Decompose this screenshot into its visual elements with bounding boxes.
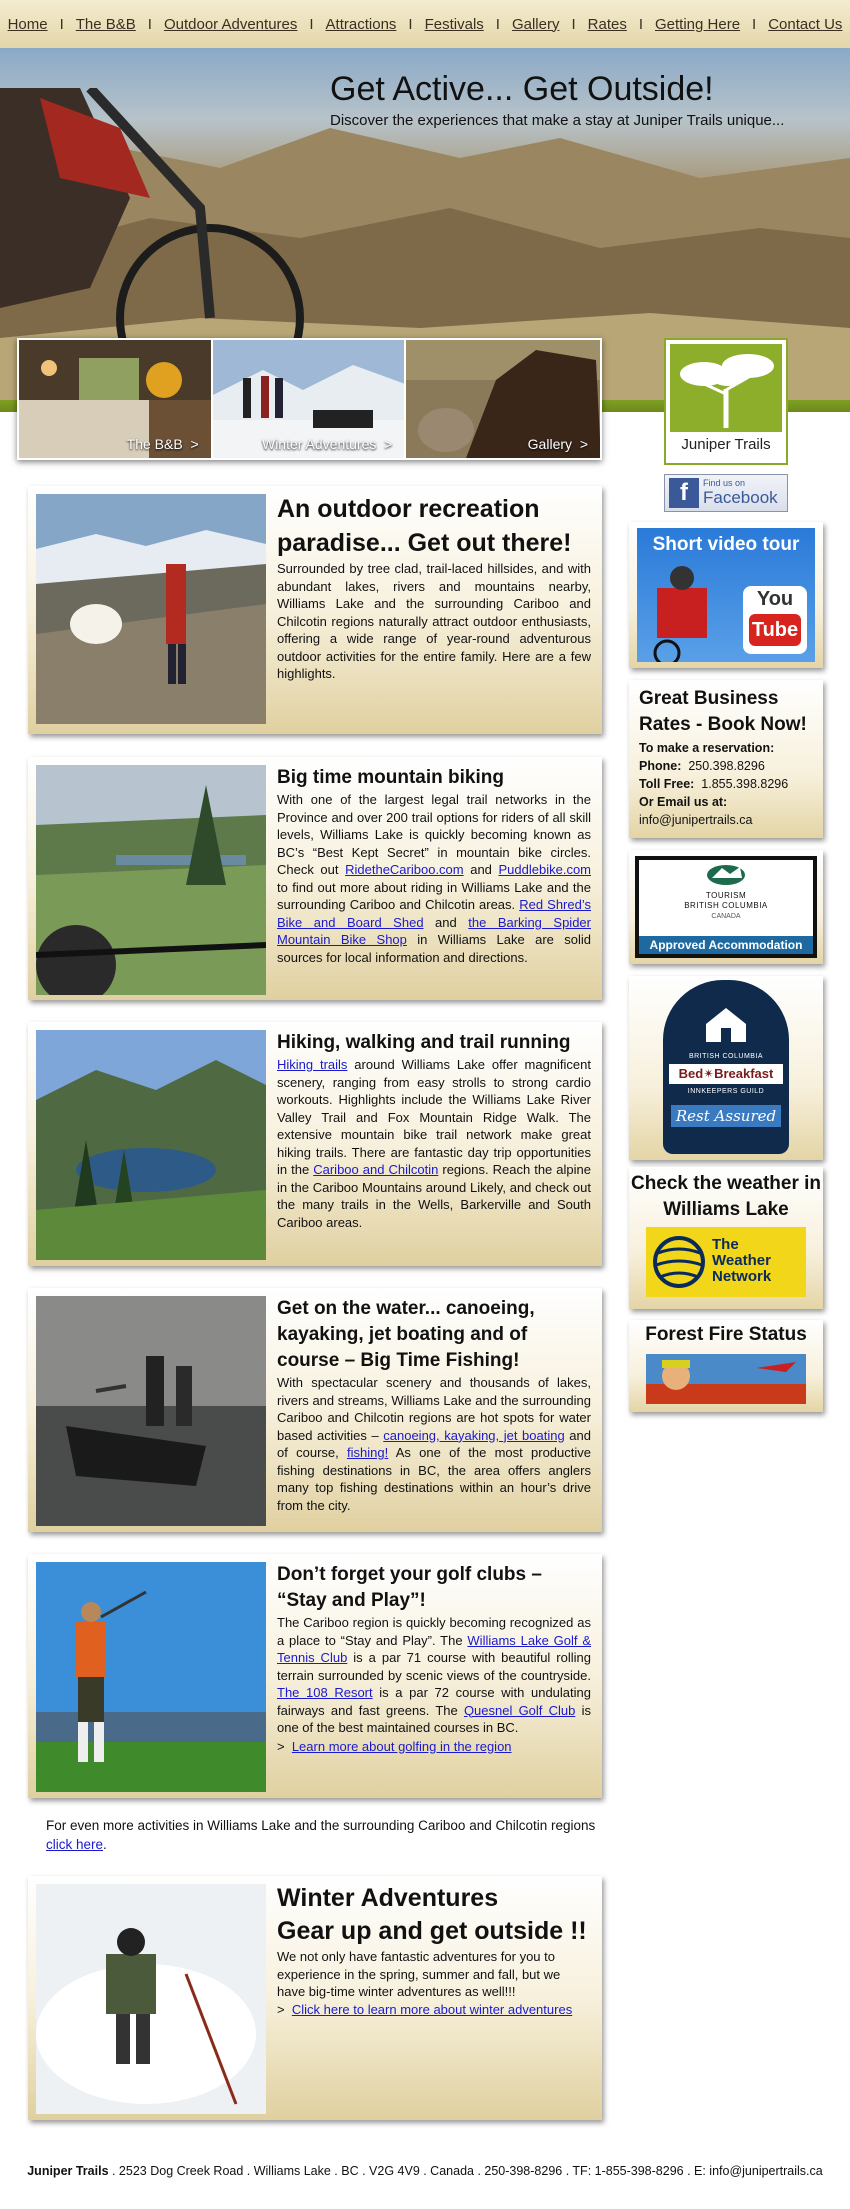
recreation-title: An outdoor recreation paradise... Get out there! [277, 495, 572, 557]
feature-thumbnails [17, 338, 602, 460]
rates-title: Great Business Rates - Book Now! [639, 688, 807, 735]
hiking-trails-link[interactable]: Hiking trails [277, 1057, 348, 1072]
golf-title: Don’t forget your golf clubs – “Stay and Play”! [277, 1564, 542, 1611]
footer-address: . 2523 Dog Creek Road . Williams Lake . BC . V2G 4V9 . Canada . 250-398-8296 . TF: 1-855-398-8296 . E: info@junipertrails.ca [108, 2164, 823, 2178]
nav-separator: I [147, 15, 152, 33]
facebook-button[interactable] [664, 474, 788, 512]
hero-title: Get Active... Get Outside! [330, 70, 714, 108]
nav-separator: I [638, 15, 643, 33]
cariboo-chilcotin-link[interactable]: Cariboo and Chilcotin [313, 1162, 439, 1177]
rates-instruction: To make a reservation: [639, 741, 775, 755]
hiking-text [277, 1030, 591, 1231]
nav-separator: I [59, 15, 64, 33]
forest-fire-image [646, 1354, 806, 1404]
rates-email-label: Or Email us at: [639, 795, 728, 809]
quesnel-golf-link[interactable]: Quesnel Golf Club [463, 1702, 576, 1718]
facebook-icon: f [669, 478, 699, 508]
skier-photo [36, 1884, 266, 2114]
nav-festivals[interactable]: Festivals [424, 15, 484, 33]
logo-badge [670, 344, 782, 432]
golf-section [28, 1554, 602, 1798]
thumb-gallery[interactable] [406, 340, 600, 458]
nav-separator: I [752, 15, 757, 33]
biking-title: Big time mountain biking [277, 767, 504, 788]
nav-separator: I [408, 15, 413, 33]
nav-home[interactable]: Home [7, 15, 48, 33]
tourism-bc-box[interactable] [629, 850, 823, 964]
weather-network-logo: The Weather Network [646, 1227, 806, 1297]
biking-text [277, 765, 591, 966]
hiking-section [28, 1022, 602, 1266]
biking-section [28, 757, 602, 1000]
canoeing-kayaking-link[interactable]: canoeing, kayaking, jet boating [383, 1427, 565, 1443]
hiker-dog-photo [36, 494, 266, 724]
fishing-link[interactable]: fishing! [347, 1445, 389, 1460]
barking-spider-link[interactable]: the Barking Spider Mountain Bike Shop [277, 914, 591, 947]
golf-text [277, 1562, 591, 1755]
winter-text [277, 1884, 591, 2018]
rates-box [629, 680, 823, 838]
winter-learn-more-link[interactable]: Click here to learn more about winter adventures [291, 2001, 573, 2017]
williams-lake-golf-link[interactable]: Williams Lake Golf & Tennis Club [277, 1632, 591, 1665]
water-text [277, 1296, 591, 1514]
video-tour-image [637, 528, 815, 662]
water-body: With spectacular scenery and thousands of lakes, rivers and streams, Williams Lake and the surrounding Cariboo and Chilcotin regions are hot spots for water based activities – canoeing, kayaking, jet boating and of course, fishing! As one of the most productive fishing destinations in BC, the area offers anglers many top fishing destinations within an hour’s drive from the city. [277, 1375, 591, 1513]
hero-subtitle: Discover the experiences that make a stay at Juniper Trails unique... [330, 112, 785, 129]
more-activities-link[interactable]: click here [46, 1837, 104, 1852]
red-shreds-link[interactable]: Red Shred’s Bike and Board Shed [277, 897, 591, 930]
winter-more: > Click here to learn more about winter adventures [277, 2001, 573, 2017]
golfer-photo [36, 1562, 266, 1792]
tourism-bc-badge: TOURISM BRITISH COLUMBIA CANADA Approved Accommodation [635, 856, 817, 958]
winter-title-2: Gear up and get outside !! [277, 1917, 587, 1945]
facebook-line2: Facebook [703, 488, 778, 507]
golf-more: > Learn more about golfing in the region [277, 1738, 512, 1754]
forest-fire-title: Forest Fire Status [645, 1324, 807, 1345]
youtube-icon: You Tube [743, 586, 807, 654]
house-icon [701, 1004, 751, 1044]
thumb-winter-caption: Winter Adventures > [261, 436, 393, 452]
thumb-gallery-caption: Gallery > [527, 436, 588, 452]
nav-contact-us[interactable]: Contact Us [768, 15, 843, 33]
thumb-winter[interactable] [213, 340, 407, 458]
more-activities: For even more activities in Williams Lake and the surrounding Cariboo and Chilcotin regions click here. [46, 1818, 596, 1852]
bb-guild-badge: BRITISH COLUMBIA Bed✴Breakfast INNKEEPERS GUILD Rest Assured [663, 980, 789, 1154]
recreation-text [277, 494, 591, 683]
site-footer [0, 2164, 850, 2178]
golf-learn-more-link[interactable]: Learn more about golfing in the region [291, 1738, 512, 1754]
winter-section [28, 1876, 602, 2120]
weather-box[interactable] [629, 1167, 823, 1309]
rates-phone: Phone: 250.398.8296 [639, 759, 765, 773]
thumb-bnb-caption: The B&B > [126, 436, 199, 452]
recreation-section [28, 486, 602, 734]
thumb-bnb[interactable] [19, 340, 213, 458]
hiking-body: Hiking trails around Williams Lake offer magnificent scenery, ranging from easy strolls to strong cardio workouts. Highlights include the Williams Lake River Valley Trail and Fox Mountain Ridge Walk. The extensive mountain bike trail network make great hiking trails. There are fantastic day trip opportunities in the Cariboo and Chilcotin regions. Reach the alpine in the Cariboo Mountains around Likely, and check out the many trails in the Wells, Barkerville and South Cariboo areas. [277, 1057, 592, 1230]
ridethecariboo-link[interactable]: RidetheCariboo.com [345, 862, 464, 877]
water-section [28, 1288, 602, 1532]
nav-gallery[interactable]: Gallery [511, 15, 560, 33]
footer-name: Juniper Trails [27, 2164, 109, 2178]
nav-separator: I [571, 15, 576, 33]
globe-icon [652, 1235, 706, 1289]
recreation-body: Surrounded by tree clad, trail-laced hillsides, and with abundant lakes, rivers and mountains nearby, Williams Lake and the surrounding Cariboo and Chilcotin regions naturally attract outdoor enthusiasts, offering a wide range of year-round adventurous outdoor activities for the entire family. Here are a few highlights. [277, 561, 591, 681]
nav-outdoor-adventures[interactable]: Outdoor Adventures [163, 15, 298, 33]
tree-icon [670, 344, 782, 432]
video-tour-title: Short video tour [652, 534, 800, 555]
nav-bnb[interactable]: The B&B [75, 15, 136, 33]
juniper-trails-logo[interactable] [664, 338, 788, 465]
canoe-fishing-photo [36, 1296, 266, 1526]
tourism-bc-icon [706, 864, 746, 886]
nav-attractions[interactable]: Attractions [325, 15, 397, 33]
golf-body: The Cariboo region is quickly becoming recognized as a place to “Stay and Play”. The Williams Lake Golf & Tennis Club is a par 71 course with beautiful rolling terrain surrounded by scenic views of the countryside. The 108 Resort is a par 72 course with undulating fairways and fast greens. The Quesnel Golf Club is one of the best maintained courses in BC. [277, 1615, 591, 1735]
bb-guild-box[interactable] [629, 976, 823, 1160]
rates-tollfree: Toll Free: 1.855.398.8296 [639, 777, 789, 791]
hiking-title: Hiking, walking and trail running [277, 1032, 571, 1053]
water-title: Get on the water... canoeing, kayaking, jet boating and of course – Big Time Fishing! [277, 1298, 535, 1371]
weather-title: Check the weather in Williams Lake [630, 1173, 822, 1220]
video-tour-box[interactable] [629, 522, 823, 668]
top-nav [0, 0, 850, 48]
logo-name: Juniper Trails [681, 436, 771, 453]
facebook-line1: Find us on [703, 478, 746, 488]
alpine-lake-photo [36, 1030, 266, 1260]
forest-fire-box[interactable] [629, 1320, 823, 1412]
nav-separator: I [309, 15, 314, 33]
mountain-bike-photo [36, 765, 266, 995]
biking-body: With one of the largest legal trail networks in the Province and over 200 trail options for riders of all skill levels, Williams Lake is quickly becoming known as BC’s “Best Kept Secret” in mountain bike circles. Check out RidetheCariboo.com and Puddlebike.com to find out more about riding in Williams Lake and the surrounding Cariboo and Chilcotin areas. Red Shred’s Bike and Board Shed and the Barking Spider Mountain Bike Shop in Williams Lake are solid sources for local information and directions. [277, 792, 591, 965]
rates-email[interactable]: info@junipertrails.ca [639, 813, 753, 827]
nav-separator: I [495, 15, 500, 33]
winter-body: We not only have fantastic adventures for you to experience in the spring, summer and fall, but we have big-time winter adventures as well!!! [277, 1949, 561, 1999]
nav-rates[interactable]: Rates [587, 15, 627, 33]
nav-getting-here[interactable]: Getting Here [655, 15, 741, 33]
puddlebike-link[interactable]: Puddlebike.com [498, 862, 591, 877]
winter-title-1: Winter Adventures [277, 1884, 499, 1912]
108-resort-link[interactable]: The 108 Resort [277, 1685, 373, 1700]
